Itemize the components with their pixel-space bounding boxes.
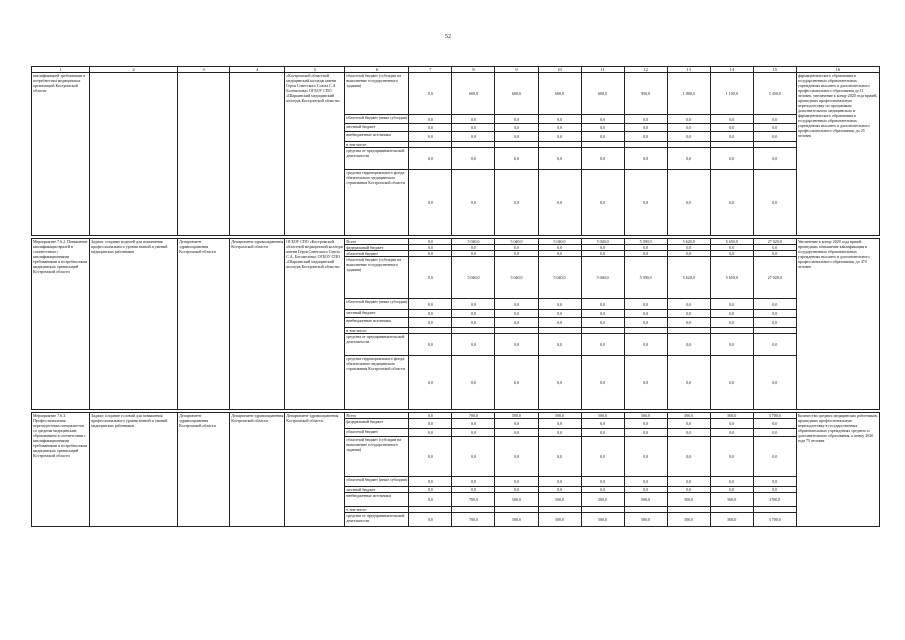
- value-cell: 0,0: [624, 115, 667, 124]
- value-cell: 0,0: [624, 429, 667, 437]
- value-cell: 0,0: [624, 132, 667, 142]
- funding-source-label: средства от предпринимательской деятельности: [345, 148, 409, 170]
- value-cell: 0,0: [753, 334, 796, 356]
- value-cell: 0,0: [581, 245, 624, 251]
- value-cell: 0,0: [409, 132, 452, 142]
- value-cell: 600,0: [452, 73, 495, 115]
- value-cell: 0,0: [409, 513, 452, 527]
- funding-source-label: внебюджетные источники: [345, 132, 409, 142]
- value-cell: 0,0: [581, 477, 624, 487]
- funding-source-label: в том числе:: [345, 142, 409, 148]
- cell-c1: Мероприятие 7.6.2. Повышение квалификации врачей в соответствии с квалификационными требованиями и потребностями медицинских организаций Костромской области: [32, 239, 90, 410]
- value-cell: 500,0: [581, 493, 624, 507]
- value-cell: 0,0: [452, 356, 495, 410]
- value-cell: 0,0: [710, 477, 753, 487]
- value-cell: 0,0: [624, 148, 667, 170]
- value-cell: 5 390,0: [624, 239, 667, 245]
- value-cell: 500,0: [624, 413, 667, 419]
- value-cell: 0,0: [409, 477, 452, 487]
- value-cell: 0,0: [581, 318, 624, 328]
- value-cell: 0,0: [409, 251, 452, 257]
- value-cell: 0,0: [667, 334, 710, 356]
- cell-c2: [90, 73, 178, 236]
- value-cell: 0,0: [495, 245, 538, 251]
- cell-c5: «Костромской областной медицинский колледж имени Героя Советского Союза С.А. Богомолова» ОГБОУ СПО «Шарьинский медицинский колледж Костромской области»: [285, 73, 345, 236]
- cell-c2: Задачи: создание условий для повышения профессионального уровня знаний и умений медицинских работников: [90, 413, 178, 527]
- value-cell: 0,0: [624, 318, 667, 328]
- value-cell: 0,0: [710, 310, 753, 318]
- funding-source-label: областной бюджет (субсидии на выполнение государственного задания): [345, 437, 409, 477]
- value-cell: 500,0: [538, 513, 581, 527]
- value-cell: 5 620,0: [667, 239, 710, 245]
- funding-source-label: федеральный бюджет: [345, 245, 409, 251]
- value-cell: 0,0: [538, 170, 581, 236]
- expected-result: Количество средних медицинских работников, прошедших профессиональную переподготовку в государственных образовательных учреждениях среднего и дополнительного образования, к концу 2020 года 75 человек: [796, 413, 879, 527]
- funding-source-label: внебюджетные источники: [345, 318, 409, 328]
- funding-source-label: областной бюджет (иные субсидии): [345, 477, 409, 487]
- value-cell: 0,0: [624, 251, 667, 257]
- value-cell: 0,0: [581, 487, 624, 493]
- value-cell: 0,0: [538, 124, 581, 132]
- value-cell: 5 650,0: [710, 257, 753, 299]
- value-cell: 0,0: [667, 170, 710, 236]
- value-cell: 0,0: [495, 251, 538, 257]
- value-cell: 0,0: [753, 115, 796, 124]
- value-cell: 0,0: [667, 310, 710, 318]
- value-cell: 0,0: [495, 132, 538, 142]
- value-cell: 0,0: [753, 124, 796, 132]
- value-cell: 0,0: [409, 487, 452, 493]
- value-cell: 0,0: [753, 419, 796, 429]
- value-cell: 0,0: [495, 487, 538, 493]
- funding-source-label: местный бюджет: [345, 124, 409, 132]
- value-cell: 3 700,0: [753, 513, 796, 527]
- value-cell: 0,0: [581, 251, 624, 257]
- value-cell: 500,0: [667, 513, 710, 527]
- value-cell: 0,0: [538, 419, 581, 429]
- value-cell: 0,0: [710, 318, 753, 328]
- funding-source-label: местный бюджет: [345, 310, 409, 318]
- value-cell: 0,0: [409, 413, 452, 419]
- value-cell: 5 040,0: [581, 257, 624, 299]
- funding-source-label: Всего: [345, 239, 409, 245]
- value-cell: 0,0: [753, 299, 796, 310]
- value-cell: 0,0: [753, 487, 796, 493]
- value-cell: 0,0: [581, 356, 624, 410]
- value-cell: 5 620,0: [667, 257, 710, 299]
- cell-c3: [178, 73, 230, 236]
- value-cell: 0,0: [538, 437, 581, 477]
- value-cell: 0,0: [710, 251, 753, 257]
- value-cell: 0,0: [624, 310, 667, 318]
- value-cell: 0,0: [409, 170, 452, 236]
- column-number: 16: [796, 67, 879, 73]
- value-cell: 0,0: [624, 477, 667, 487]
- funding-source-label: областной бюджет (субсидии на выполнение государственного задания): [345, 257, 409, 299]
- value-cell: 500,0: [667, 493, 710, 507]
- column-number: 12: [624, 67, 667, 73]
- value-cell: 0,0: [710, 170, 753, 236]
- cell-c5: Департамент здравоохранения Костромской области: [285, 413, 345, 527]
- value-cell: 0,0: [495, 356, 538, 410]
- cell-c4: Департамент здравоохранения Костромской области: [230, 413, 285, 527]
- value-cell: 0,0: [409, 245, 452, 251]
- value-cell: 1 100,0: [710, 73, 753, 115]
- value-cell: 0,0: [667, 419, 710, 429]
- value-cell: 0,0: [667, 124, 710, 132]
- column-number: 2: [90, 67, 178, 73]
- value-cell: 0,0: [667, 487, 710, 493]
- value-cell: 5 040,0: [538, 239, 581, 245]
- value-cell: 0,0: [667, 148, 710, 170]
- value-cell: 5 040,0: [495, 257, 538, 299]
- value-cell: 500,0: [581, 413, 624, 419]
- value-cell: 0,0: [624, 299, 667, 310]
- value-cell: 0,0: [538, 334, 581, 356]
- value-cell: 0,0: [624, 170, 667, 236]
- value-cell: 500,0: [495, 413, 538, 419]
- value-cell: 700,0: [452, 493, 495, 507]
- value-cell: 0,0: [495, 115, 538, 124]
- value-cell: 0,0: [710, 334, 753, 356]
- value-cell: 600,0: [581, 73, 624, 115]
- expected-result: Увеличение к концу 2020 года врачей, прошедших повышение квалификации в государственных образовательных учреждениях высшего и дополнительного профессионального образования, до 470 человек: [796, 239, 879, 410]
- value-cell: 0,0: [667, 251, 710, 257]
- value-cell: 0,0: [409, 299, 452, 310]
- value-cell: 0,0: [452, 477, 495, 487]
- column-number: 3: [178, 67, 230, 73]
- column-number: 8: [452, 67, 495, 73]
- value-cell: 0,0: [538, 487, 581, 493]
- value-cell: 0,0: [409, 318, 452, 328]
- value-cell: 0,0: [538, 310, 581, 318]
- value-cell: 0,0: [667, 356, 710, 410]
- value-cell: 0,0: [624, 245, 667, 251]
- value-cell: 0,0: [667, 245, 710, 251]
- value-cell: 0,0: [624, 334, 667, 356]
- column-number: 11: [581, 67, 624, 73]
- value-cell: 0,0: [667, 132, 710, 142]
- column-number: 10: [538, 67, 581, 73]
- value-cell: 0,0: [452, 245, 495, 251]
- value-cell: 0,0: [538, 318, 581, 328]
- value-cell: 0,0: [452, 124, 495, 132]
- value-cell: 0,0: [581, 429, 624, 437]
- column-number: 15: [753, 67, 796, 73]
- funding-source-label: областной бюджет: [345, 429, 409, 437]
- value-cell: 600,0: [538, 73, 581, 115]
- value-cell: 0,0: [753, 310, 796, 318]
- value-cell: 0,0: [452, 318, 495, 328]
- value-cell: 27 020,0: [753, 257, 796, 299]
- value-cell: 0,0: [710, 429, 753, 437]
- cell-c1: Мероприятие 7.6.3. Профессиональная переподготовка специалистов со средним медицинским образованием в соответствии с квалификационными требованиями и потребностями медицинских организаций Костромской области: [32, 413, 90, 527]
- cell-c2: Задачи: создание моделей для повышения профессионального уровня знаний и умений медицинских работников: [90, 239, 178, 410]
- value-cell: 0,0: [753, 356, 796, 410]
- value-cell: 0,0: [581, 437, 624, 477]
- value-cell: 0,0: [710, 356, 753, 410]
- value-cell: 0,0: [710, 245, 753, 251]
- value-cell: 0,0: [710, 124, 753, 132]
- value-cell: 0,0: [409, 124, 452, 132]
- value-cell: 0,0: [624, 419, 667, 429]
- value-cell: 0,0: [409, 437, 452, 477]
- table-row: [32, 73, 880, 115]
- value-cell: 0,0: [452, 334, 495, 356]
- value-cell: 0,0: [409, 334, 452, 356]
- value-cell: 0,0: [667, 437, 710, 477]
- column-number: 4: [230, 67, 285, 73]
- value-cell: 0,0: [753, 251, 796, 257]
- value-cell: 0,0: [495, 148, 538, 170]
- value-cell: 0,0: [495, 124, 538, 132]
- value-cell: 0,0: [409, 239, 452, 245]
- value-cell: 3700,0: [753, 493, 796, 507]
- cell-c1: квалификацией требованиям и потребностям медицинских организаций Костромской области: [32, 73, 90, 236]
- column-number: 7: [409, 67, 452, 73]
- value-cell: 0,0: [538, 251, 581, 257]
- column-number: 5: [285, 67, 345, 73]
- value-cell: 500,0: [538, 413, 581, 419]
- value-cell: 5 040,0: [538, 257, 581, 299]
- value-cell: 0,0: [538, 115, 581, 124]
- value-cell: 0,0: [538, 245, 581, 251]
- value-cell: 5 040,0: [452, 239, 495, 245]
- page-number: 52: [445, 34, 451, 40]
- cell-c4: [230, 73, 285, 236]
- value-cell: 0,0: [581, 310, 624, 318]
- value-cell: 0,0: [624, 356, 667, 410]
- value-cell: 0,0: [710, 437, 753, 477]
- value-cell: 0,0: [495, 299, 538, 310]
- value-cell: 500,0: [495, 493, 538, 507]
- value-cell: 0,0: [495, 170, 538, 236]
- value-cell: 0,0: [409, 493, 452, 507]
- value-cell: 5 040,0: [581, 239, 624, 245]
- value-cell: 0,0: [624, 437, 667, 477]
- column-number: 14: [710, 67, 753, 73]
- value-cell: 0,0: [581, 124, 624, 132]
- value-cell: 0,0: [667, 477, 710, 487]
- value-cell: 0,0: [753, 170, 796, 236]
- value-cell: 0,0: [624, 124, 667, 132]
- value-cell: 0,0: [581, 132, 624, 142]
- funding-source-label: местный бюджет: [345, 487, 409, 493]
- value-cell: 0,0: [452, 251, 495, 257]
- value-cell: 0,0: [710, 115, 753, 124]
- value-cell: 0,0: [753, 477, 796, 487]
- value-cell: 0,0: [710, 132, 753, 142]
- value-cell: 0,0: [409, 356, 452, 410]
- value-cell: 0,0: [710, 419, 753, 429]
- funding-source-label: областной бюджет (иные субсидии): [345, 299, 409, 310]
- value-cell: 0,0: [495, 429, 538, 437]
- expected-result: фармацевтического образования в государственных образовательных учреждениях высшего и дополнительного профессионального образования до 11 человек, увеличение к концу 2020 года врачей, прошедших профессиональную переподготовку по программам дополнительного медицинского и фармацевтического образования в государственных образовательных учреждениях высшего и дополнительного профессионального образования, до 25 человек: [796, 73, 879, 236]
- value-cell: 0,0: [495, 310, 538, 318]
- value-cell: 500,0: [624, 513, 667, 527]
- funding-source-label: внебюджетные источники: [345, 493, 409, 507]
- value-cell: 0,0: [753, 245, 796, 251]
- value-cell: 0,0: [495, 318, 538, 328]
- value-cell: 5 040,0: [452, 257, 495, 299]
- value-cell: 0,0: [452, 170, 495, 236]
- value-cell: 0,0: [452, 487, 495, 493]
- value-cell: 0,0: [495, 437, 538, 477]
- value-cell: 0,0: [667, 115, 710, 124]
- value-cell: 0,0: [452, 437, 495, 477]
- value-cell: 0,0: [667, 318, 710, 328]
- value-cell: 500,0: [538, 493, 581, 507]
- value-cell: 0,0: [710, 299, 753, 310]
- value-cell: 0,0: [452, 429, 495, 437]
- value-cell: 500,0: [495, 513, 538, 527]
- value-cell: 0,0: [710, 148, 753, 170]
- value-cell: 5 390,0: [624, 257, 667, 299]
- value-cell: 600,0: [495, 73, 538, 115]
- funding-source-label: средства территориального фонда обязательного медицинского страхования Костромской области: [345, 356, 409, 410]
- funding-source-label: средства от предпринимательской деятельности: [345, 334, 409, 356]
- value-cell: 0,0: [581, 170, 624, 236]
- column-number: 9: [495, 67, 538, 73]
- value-cell: 1 000,0: [667, 73, 710, 115]
- column-number: 13: [667, 67, 710, 73]
- value-cell: 0,0: [452, 148, 495, 170]
- value-cell: 0,0: [452, 115, 495, 124]
- value-cell: 0,0: [409, 310, 452, 318]
- value-cell: 0,0: [452, 299, 495, 310]
- value-cell: 0,0: [409, 419, 452, 429]
- value-cell: 0,0: [409, 148, 452, 170]
- value-cell: 0,0: [495, 334, 538, 356]
- value-cell: 0,0: [753, 148, 796, 170]
- value-cell: 0,0: [710, 487, 753, 493]
- value-cell: 0,0: [538, 477, 581, 487]
- value-cell: 0,0: [581, 148, 624, 170]
- value-cell: 700,0: [452, 513, 495, 527]
- column-number: 1: [32, 67, 90, 73]
- funding-source-label: Всего: [345, 413, 409, 419]
- value-cell: 0,0: [581, 419, 624, 429]
- value-cell: 500,0: [710, 513, 753, 527]
- value-cell: 0,0: [538, 132, 581, 142]
- value-cell: 950,0: [624, 73, 667, 115]
- value-cell: 0,0: [538, 429, 581, 437]
- value-cell: 0,0: [667, 299, 710, 310]
- value-cell: 5 650,0: [710, 239, 753, 245]
- funding-source-label: средства территориального фонда обязательного медицинского страхования Костромской области: [345, 170, 409, 236]
- value-cell: 0,0: [409, 257, 452, 299]
- funding-source-label: в том числе:: [345, 328, 409, 334]
- value-cell: 500,0: [624, 493, 667, 507]
- value-cell: 500,0: [667, 413, 710, 419]
- value-cell: 0,0: [753, 132, 796, 142]
- funding-source-label: федеральный бюджет: [345, 419, 409, 429]
- value-cell: 0,0: [452, 132, 495, 142]
- value-cell: 0,0: [538, 356, 581, 410]
- value-cell: 500,0: [710, 413, 753, 419]
- value-cell: 0,0: [409, 73, 452, 115]
- value-cell: 0,0: [452, 419, 495, 429]
- value-cell: 0,0: [538, 299, 581, 310]
- value-cell: 0,0: [581, 299, 624, 310]
- funding-source-label: областной бюджет (субсидии на выполнение государственного задания): [345, 73, 409, 115]
- cell-c3: Департамент здравоохранения Костромской области: [178, 413, 230, 527]
- cell-c3: Департамент здравоохранения Костромской области: [178, 239, 230, 410]
- value-cell: 0,0: [409, 115, 452, 124]
- funding-source-label: в том числе:: [345, 507, 409, 513]
- value-cell: 27 020,0: [753, 239, 796, 245]
- value-cell: 0,0: [624, 487, 667, 493]
- value-cell: 0,0: [495, 419, 538, 429]
- value-cell: 3 700,0: [753, 413, 796, 419]
- column-number: 6: [345, 67, 409, 73]
- value-cell: 0,0: [495, 477, 538, 487]
- value-cell: 0,0: [753, 429, 796, 437]
- value-cell: 0,0: [409, 429, 452, 437]
- value-cell: 700,0: [452, 413, 495, 419]
- value-cell: 500,0: [710, 493, 753, 507]
- value-cell: 0,0: [753, 318, 796, 328]
- value-cell: 0,0: [538, 148, 581, 170]
- value-cell: 500,0: [581, 513, 624, 527]
- value-cell: 0,0: [452, 310, 495, 318]
- cell-c5: ОГБОУ СПО «Костромской областной медицинский колледж имени Героя Советского Союза С.А. Богомолова» ОГБОУ СПО «Шарьинский медицинский колледж Костромской области»: [285, 239, 345, 410]
- value-cell: 0,0: [753, 437, 796, 477]
- value-cell: 5 450,0: [753, 73, 796, 115]
- value-cell: 5 040,0: [495, 239, 538, 245]
- funding-source-label: областной бюджет: [345, 251, 409, 257]
- cell-c4: Департамент здравоохранения Костромской области: [230, 239, 285, 410]
- value-cell: 0,0: [581, 334, 624, 356]
- funding-source-label: областной бюджет (иные субсидии): [345, 115, 409, 124]
- budget-table: [31, 66, 880, 527]
- value-cell: 0,0: [581, 115, 624, 124]
- funding-source-label: средства от предпринимательской деятельности: [345, 513, 409, 527]
- value-cell: 0,0: [667, 429, 710, 437]
